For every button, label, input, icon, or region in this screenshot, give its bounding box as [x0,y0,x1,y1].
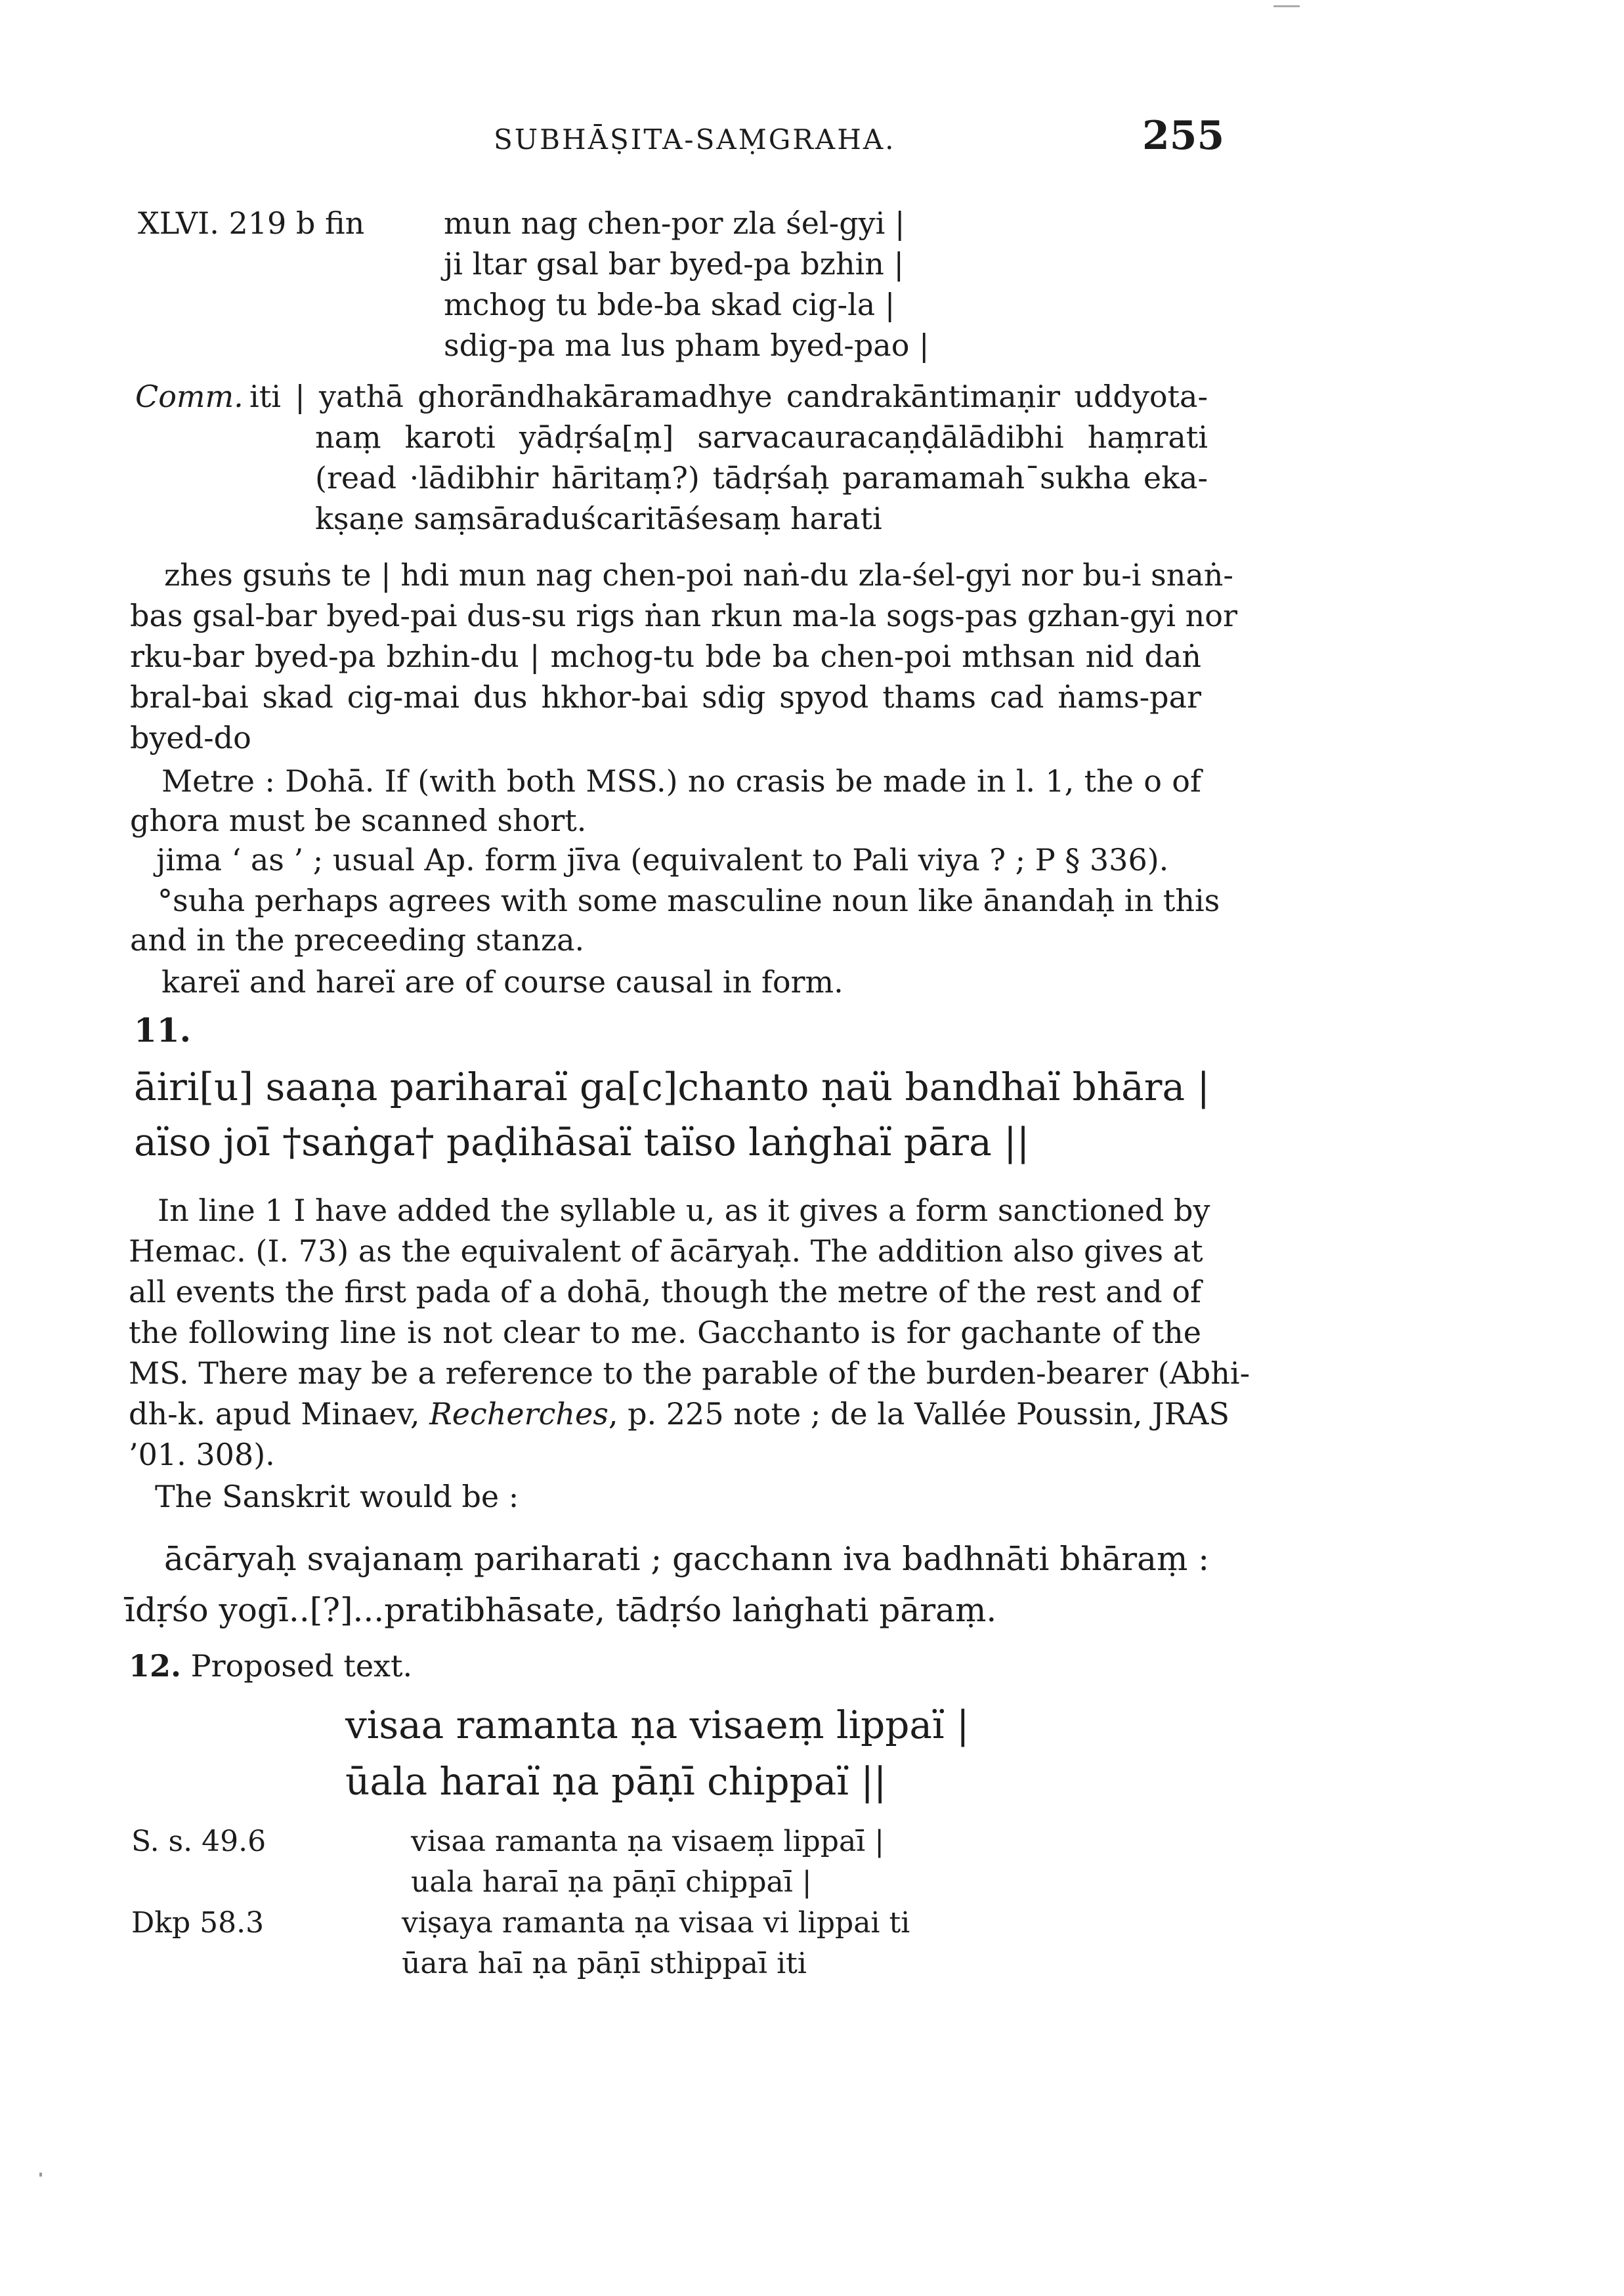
section-11-note-line [129,1394,1229,1434]
source-line: ūara haī ṇa pāṇī sthippaī iti [402,1947,807,1980]
section-12-verse-line: ūala haraï ṇa pāṇī chippaï || [345,1759,887,1804]
section-11-note-line: ’01. 308). [129,1437,275,1472]
section-12-verse-line: visaa ramanta ṇa visaeṃ lippaï | [345,1703,970,1747]
section-12-title: Proposed text. [190,1648,413,1684]
source-line: visaa ramanta ṇa visaeṃ lippaī | [411,1825,885,1858]
karei-note: kareï and hareï are of course causal in form. [161,964,844,1000]
section-12-number: 12. [129,1648,182,1684]
sanskrit-intro: The Sanskrit would be : [155,1479,519,1514]
scan-speck [39,2173,42,2177]
source-ref: S. s. 49.6 [131,1825,267,1858]
xlvi-line: mun nag chen-por zla śel-gyi | [444,205,905,241]
note-text-part: , p. 225 note ; de la Vallée Poussin, JRAS [608,1396,1229,1432]
tibetan-line: byed-do [130,720,251,755]
suha-line: and in the preceeding stanza. [130,922,585,958]
commentary-line: kṣaṇe saṃsāraduścaritāśesaṃ harati [315,501,882,536]
suha-line: °suha perhaps agrees with some masculine noun like ānandaḥ in this [158,883,1220,918]
xlvi-line: mchog tu bde-ba skad cig-la | [444,287,895,322]
jima-note: jima ‘ as ’ ; usual Ap. form jīva (equivalent to Pali viya ? ; P § 336). [156,842,1169,878]
commentary-line: (read ·lādibhir hāritaṃ?) tādṛśaḥ paramamah¯sukha eka- [315,460,1208,496]
section-11-note-line: MS. There may be a reference to the parable of the burden-bearer (Abhi- [129,1355,1250,1391]
scan-speck [1273,5,1300,7]
tibetan-line: zhes gsuṅs te | hdi mun nag chen-poi naṅ-du zla-śel-gyi nor bu-i snaṅ- [164,557,1233,593]
tibetan-line: rku-bar byed-pa bzhin-du | mchog-tu bde ba chen-poi mthsan nid daṅ [130,639,1201,674]
sanskrit-line: īdṛśo yogī..[?]...pratibhāsate, tādṛśo laṅghati pāraṃ. [125,1591,997,1629]
note-text-part: dh-k. apud Minaev, [129,1396,430,1432]
commentary-line: naṃ karoti yādṛśa[ṃ] sarvacauracaṇḍālādibhi haṃrati [315,419,1208,455]
commentary-line: iti | yathā ghorāndhakāramadhye candrakāntimaṇir uddyota- [249,379,1208,414]
note-text [129,1394,1229,1434]
page-number: 255 [1142,113,1225,159]
tibetan-line: bral-bai skad cig-mai dus hkhor-bai sdig spyod thams cad ṅams-par [130,679,1201,715]
running-title: SUBHĀṢITA-SAṂGRAHA. [494,123,896,156]
xlvi-line: ji ltar gsal bar byed-pa bzhin | [444,246,905,282]
metre-line: ghora must be scanned short. [130,803,587,838]
tibetan-line: bas gsal-bar byed-pai dus-su rigs ṅan rkun ma-la sogs-pas gzhan-gyi nor [130,598,1237,633]
xlvi-reference: XLVI. 219 b fin [138,205,365,241]
section-12-heading [129,1646,412,1686]
section-11-note-line: the following line is not clear to me. Gacchanto is for gachante of the [129,1315,1201,1350]
sanskrit-line: ācāryaḥ svajanaṃ pariharati ; gacchann iva badhnāti bhāraṃ : [164,1540,1210,1578]
commentary-label: Comm. [135,379,244,414]
section-11-note-line: In line 1 I have added the syllable u, as it gives a form sanctioned by [158,1193,1210,1228]
section-11-note-line: Hemac. (I. 73) as the equivalent of ācāryaḥ. The addition also gives at [129,1233,1203,1269]
section-11-verse-line: āiri[u] saaṇa pariharaï ga[c]chanto ṇaü bandhaï bhāra | [134,1065,1210,1109]
source-line: uala haraī ṇa pāṇī chippaī | [411,1865,812,1899]
source-ref: Dkp 58.3 [131,1906,265,1940]
metre-line: Metre : Dohā. If (with both MSS.) no crasis be made in l. 1, the o of [161,763,1201,799]
section-11-number: 11. [134,1011,191,1050]
book-title: Recherches [429,1396,609,1432]
section-11-verse-line: aïso joī †saṅga† paḍihāsaï taïso laṅghaï pāra || [134,1120,1030,1164]
xlvi-line: sdig-pa ma lus pham byed-pao | [444,328,930,363]
source-line: viṣaya ramanta ṇa visaa vi lippai ti [402,1906,910,1940]
section-11-note-line: all events the first pada of a dohā, though the metre of the rest and of [129,1274,1202,1309]
